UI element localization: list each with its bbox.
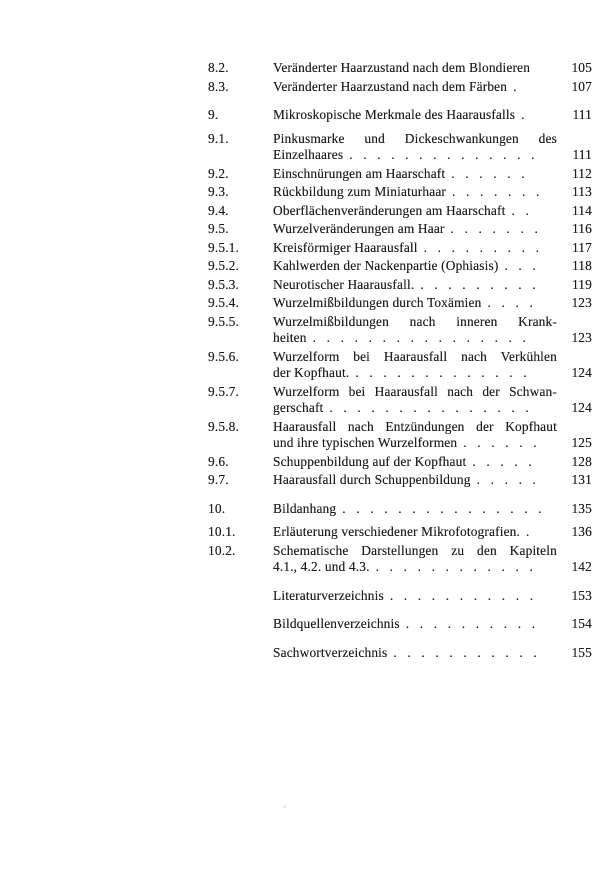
entry-page-number: 136 [571, 524, 592, 539]
scan-speck [283, 805, 286, 808]
entry-number: 8.2. [208, 60, 229, 75]
entry-last-line [273, 435, 592, 452]
toc-entry [208, 501, 592, 518]
entry-content [273, 203, 592, 220]
entry-last-line [273, 400, 592, 417]
dot-leader: . . . . . . . . . . . . [375, 559, 534, 574]
entry-page-number: 117 [571, 239, 592, 255]
toc-entry [208, 166, 592, 183]
toc-entry [208, 454, 592, 471]
entry-last-line [273, 79, 592, 96]
toc-entry [208, 419, 592, 452]
entry-content [273, 131, 592, 164]
entry-last-line [273, 454, 592, 471]
entry-title: Sachwortverzeichnis [273, 644, 388, 660]
entry-number: 9.5.2. [208, 258, 240, 273]
toc-entry [208, 384, 592, 417]
dot-leader: . . . . . . . . . [423, 239, 540, 255]
entry-page-number: 114 [571, 202, 592, 218]
entry-title: Einzelhaares [273, 147, 344, 162]
entry-title: Veränderter Haarzustand nach dem Färben [273, 78, 508, 94]
entry-last-line [273, 501, 592, 518]
entry-title: Literaturverzeichnis [273, 587, 384, 603]
dot-leader [530, 60, 557, 77]
dot-leader: . . [511, 202, 529, 218]
toc-entry [208, 616, 592, 633]
toc-entry [208, 543, 592, 576]
toc-entry [208, 107, 592, 124]
dot-leader: . . . . . [476, 472, 537, 487]
dot-leader: . . . . . . . . . . . [389, 587, 534, 603]
entry-page-number: 154 [571, 616, 592, 631]
entry-title: Oberflächenveränderungen am Haarschaft [273, 202, 506, 218]
entry-title: Rückbildung zum Miniaturhaar [273, 184, 447, 199]
dot-leader: . . . . . . . . . . . . . . . [342, 500, 542, 516]
entry-title-line: Haarausfall nach Entzündungen der Kopfhaut [273, 418, 557, 434]
toc-entry [208, 79, 592, 96]
toc-entry [208, 60, 592, 77]
dot-leader: . . . . . [472, 453, 532, 469]
entry-title: Mikroskopische Merkmale des Haarausfalls [273, 107, 516, 122]
dot-leader: . . . . . . . . . [420, 276, 536, 292]
entry-content [273, 258, 592, 275]
entry-title: Bildquellenverzeichnis [273, 616, 400, 631]
dot-leader: . . . . . . . . . . [405, 616, 536, 631]
entry-page-number: 135 [571, 500, 592, 516]
entry-content [273, 166, 592, 183]
entry-last-line [273, 645, 592, 662]
entry-last-line [273, 295, 592, 312]
entry-title-line: Wurzelform bei Haarausfall nach der Schwan- [273, 383, 557, 399]
entry-number: 9.5.4. [208, 295, 240, 310]
entry-title: Kreisförmiger Haarausfall [273, 239, 418, 255]
entry-content [273, 419, 592, 452]
entry-last-line [273, 147, 592, 164]
dot-leader: . . . . . . . . . . . [393, 644, 537, 660]
entry-page-number: 119 [571, 276, 592, 292]
entry-content [273, 295, 592, 312]
toc-entry [208, 295, 592, 312]
toc-entry [208, 314, 592, 347]
entry-last-line [273, 365, 592, 382]
dot-leader: . . . . . . . . . . . . . [355, 365, 527, 380]
entry-content [273, 472, 592, 489]
entry-content [273, 501, 592, 518]
entry-title: Wurzelveränderungen am Haar [273, 221, 445, 236]
toc-entry [208, 184, 592, 201]
entry-number: 9.5.6. [208, 348, 240, 364]
entry-page-number: 107 [571, 78, 592, 94]
toc-entry [208, 258, 592, 275]
entry-page-number: 113 [571, 184, 592, 199]
entry-page-number: 124 [571, 400, 592, 415]
entry-title: gerschaft [273, 400, 324, 415]
entry-title: 4.1., 4.2. und 4.3. [273, 559, 370, 574]
entry-content [273, 314, 592, 347]
entry-title-line: Wurzelform bei Haarausfall nach Verkühlen [273, 348, 557, 364]
entry-content [273, 524, 592, 541]
entry-title-line: Schematische Darstellungen zu den Kapiteln [273, 542, 557, 558]
entry-page-number: 124 [571, 365, 592, 380]
entry-title: Kahlwerden der Nackenpartie (Ophiasis) [273, 258, 499, 273]
entry-content [273, 107, 592, 124]
toc-entry [208, 240, 592, 257]
entry-number: 9. [208, 107, 219, 122]
entry-content [273, 349, 592, 382]
entry-number: 10. [208, 500, 226, 516]
entry-number: 9.5.7. [208, 383, 240, 399]
entry-page-number: 142 [571, 559, 592, 574]
entry-number: 9.2. [208, 165, 229, 181]
entry-content [273, 454, 592, 471]
entry-last-line [273, 330, 592, 347]
entry-content [273, 221, 592, 238]
entry-page-number: 112 [571, 165, 592, 181]
entry-number: 9.4. [208, 202, 229, 218]
toc-entry [208, 349, 592, 382]
entry-number: 10.1. [208, 524, 236, 539]
entry-number: 8.3. [208, 78, 229, 94]
entry-last-line [273, 240, 592, 257]
entry-content [273, 616, 592, 633]
entry-last-line [273, 559, 592, 576]
entry-page-number: 111 [572, 147, 592, 162]
dot-leader: . . . . . . [463, 435, 537, 450]
entry-title: heiten [273, 330, 307, 345]
entry-title: Erläuterung verschiedener Mikrofotografien. [273, 524, 521, 539]
entry-content [273, 543, 592, 576]
toc-entry [208, 203, 592, 220]
entry-title: Wurzelmißbildungen durch Toxämien [273, 295, 482, 310]
dot-leader: . . . . . . . [452, 184, 540, 199]
dot-leader: . [521, 107, 525, 122]
entry-content [273, 588, 592, 605]
entry-page-number: 125 [571, 435, 592, 450]
entry-page-number: 128 [571, 453, 592, 469]
dot-leader: . . . . . . . . . . . . . . . [329, 400, 529, 415]
entry-page-number: 123 [571, 330, 592, 345]
entry-content [273, 384, 592, 417]
entry-content [273, 184, 592, 201]
toc-entry [208, 277, 592, 294]
entry-last-line [273, 184, 592, 201]
entry-title-line: Wurzelmißbildungen nach inneren Krank- [273, 313, 557, 329]
entry-title: Neurotischer Haarausfall. [273, 276, 415, 292]
toc-entry [208, 645, 592, 662]
entry-last-line [273, 203, 592, 220]
entry-content [273, 645, 592, 662]
entry-last-line [273, 472, 592, 489]
entry-number: 9.5.8. [208, 418, 240, 434]
entry-page-number: 153 [571, 587, 592, 603]
dot-leader: . . . . . . . [450, 221, 539, 236]
toc-entry [208, 472, 592, 489]
entry-last-line [273, 221, 592, 238]
entry-page-number: 116 [571, 221, 592, 236]
entry-content [273, 277, 592, 294]
entry-title: Bildanhang [273, 500, 337, 516]
entry-last-line [273, 277, 592, 294]
entry-page-number: 111 [572, 107, 592, 122]
entry-content [273, 240, 592, 257]
entry-number: 9.5.1. [208, 239, 240, 255]
entry-last-line [273, 258, 592, 275]
dot-leader: . [526, 524, 530, 539]
toc-entry [208, 221, 592, 238]
entry-number: 9.5. [208, 221, 229, 236]
entry-title: der Kopfhaut. [273, 365, 350, 380]
entry-page-number: 105 [571, 60, 592, 75]
entry-number: 9.3. [208, 184, 229, 199]
entry-title: Haarausfall durch Schuppenbildung [273, 472, 471, 487]
entry-last-line [273, 60, 592, 77]
entry-title: Veränderter Haarzustand nach dem Blondieren [273, 60, 531, 75]
entry-number [208, 616, 273, 633]
dot-leader: . . . . . . [451, 165, 525, 181]
entry-content [273, 79, 592, 96]
entry-title-line: Pinkusmarke und Dickeschwankungen des [273, 130, 557, 146]
entry-last-line [273, 524, 592, 541]
entry-title: Schuppenbildung auf der Kopfhaut [273, 453, 467, 469]
entry-number: 9.5.3. [208, 276, 240, 292]
entry-last-line [273, 616, 592, 633]
entry-page-number: 123 [571, 295, 592, 310]
entry-number: 9.7. [208, 472, 229, 487]
entry-page-number: 131 [571, 472, 592, 487]
toc [208, 60, 592, 661]
dot-leader: . . . . . . . . . . . . . . [349, 147, 535, 162]
entry-number [208, 588, 273, 605]
entry-number: 10.2. [208, 542, 236, 558]
entry-number: 9.1. [208, 130, 229, 146]
entry-last-line [273, 166, 592, 183]
entry-title: und ihre typischen Wurzelformen [273, 435, 458, 450]
entry-page-number: 155 [571, 644, 592, 660]
entry-content [273, 60, 592, 77]
toc-entry [208, 524, 592, 541]
entry-page-number: 118 [571, 258, 592, 273]
entry-number [208, 645, 273, 662]
dot-leader: . [513, 78, 517, 94]
entry-last-line [273, 588, 592, 605]
toc-entry [208, 131, 592, 164]
dot-leader: . . . . . . . . . . . . . . . . [312, 330, 527, 345]
dot-leader: . . . . [487, 295, 533, 310]
entry-title: Einschnürungen am Haarschaft [273, 165, 446, 181]
entry-number: 9.6. [208, 453, 229, 469]
dot-leader: . . . [504, 258, 536, 273]
entry-number: 9.5.5. [208, 313, 240, 329]
toc-entry [208, 588, 592, 605]
entry-last-line [273, 107, 592, 124]
